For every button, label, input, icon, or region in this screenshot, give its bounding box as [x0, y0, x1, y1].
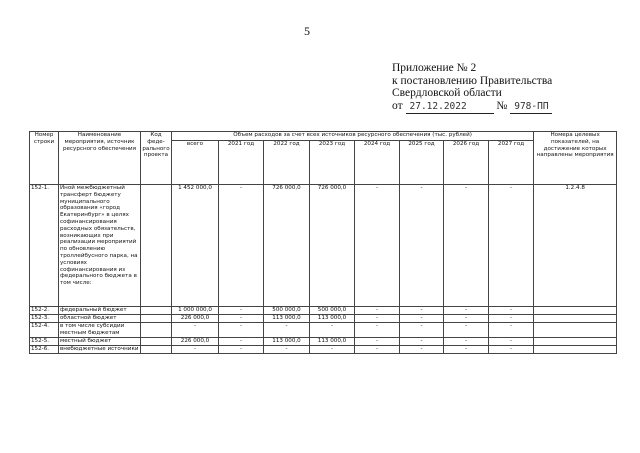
appendix-title: Приложение № 2 — [392, 62, 477, 74]
value-cell: - — [400, 185, 444, 307]
value-cell: 500 000,0 — [310, 307, 355, 315]
indicator-cell — [534, 323, 617, 338]
value-cell: 113 000,0 — [310, 315, 355, 323]
appendix-resolution-line: к постановлению Правительства — [392, 74, 553, 87]
value-cell: - — [355, 185, 400, 307]
row-number-cell: 152-5. — [30, 338, 59, 346]
indicator-cell — [534, 338, 617, 346]
row-number-cell: 152-6. — [30, 346, 59, 354]
value-cell: 500 000,0 — [264, 307, 310, 315]
value-cell: - — [219, 346, 264, 354]
value-cell: - — [444, 315, 489, 323]
header-indicators: Номера целевых показателей, на достижение которых направлены мероприятия — [534, 132, 617, 185]
table-row — [30, 338, 617, 346]
event-name-cell: в том числе субсидии местным бюджетам — [59, 323, 141, 338]
value-cell: - — [310, 346, 355, 354]
value-cell: - — [444, 338, 489, 346]
value-cell: - — [355, 346, 400, 354]
table-row — [30, 323, 617, 338]
header-col-2021: 2021 год — [219, 141, 264, 185]
value-cell: - — [489, 346, 534, 354]
appendix-date-line — [392, 100, 552, 115]
federal-code-cell — [141, 307, 172, 315]
value-cell: - — [444, 185, 489, 307]
value-cell: - — [219, 338, 264, 346]
value-cell: - — [400, 338, 444, 346]
value-cell: 113 000,0 — [264, 315, 310, 323]
header-federal-code: Код феде-рального проекта — [141, 132, 172, 185]
federal-code-cell — [141, 315, 172, 323]
value-cell: - — [355, 323, 400, 338]
value-cell: - — [400, 315, 444, 323]
date-prefix: от — [392, 99, 403, 112]
federal-code-cell — [141, 338, 172, 346]
number-field — [510, 100, 552, 115]
header-expenses-group: Объем расходов за счет всех источников ресурсного обеспечения (тыс. рублей) — [172, 132, 534, 141]
federal-code-cell — [141, 185, 172, 307]
header-col-2022: 2022 год — [264, 141, 310, 185]
value-cell: 1 000 000,0 — [172, 307, 219, 315]
value-cell: 113 000,0 — [264, 338, 310, 346]
table-body — [30, 185, 617, 354]
event-name-cell: местный бюджет — [59, 338, 141, 346]
value-cell: - — [400, 346, 444, 354]
value-cell: - — [355, 307, 400, 315]
indicator-cell: 1.2.4.8 — [534, 185, 617, 307]
value-cell: - — [400, 307, 444, 315]
indicator-cell — [534, 346, 617, 354]
federal-code-cell — [141, 323, 172, 338]
table-row — [30, 346, 617, 354]
value-cell: - — [172, 323, 219, 338]
value-cell: - — [489, 307, 534, 315]
value-cell: 726 000,0 — [310, 185, 355, 307]
date-field — [406, 100, 494, 115]
value-cell: - — [444, 323, 489, 338]
number-value: 978-ПП — [514, 100, 549, 112]
header-event-name: Наименование мероприятия, источник ресурсного обеспечения — [59, 132, 141, 185]
value-cell: - — [219, 323, 264, 338]
value-cell: - — [400, 323, 444, 338]
federal-code-cell — [141, 346, 172, 354]
page-number: 5 — [304, 24, 310, 38]
row-number-cell: 152-4. — [30, 323, 59, 338]
header-col-total: всего — [172, 141, 219, 185]
header-col-2025: 2025 год — [400, 141, 444, 185]
event-name-cell: внебюджетные источники — [59, 346, 141, 354]
indicator-cell — [534, 315, 617, 323]
event-name-cell: областной бюджет — [59, 315, 141, 323]
row-number-cell: 152-3. — [30, 315, 59, 323]
expenses-table — [29, 131, 617, 354]
value-cell: - — [172, 346, 219, 354]
table-row — [30, 185, 617, 307]
value-cell: 226 000,0 — [172, 315, 219, 323]
date-value: 27.12.2022 — [409, 100, 467, 112]
value-cell: - — [264, 346, 310, 354]
value-cell: 1 452 000,0 — [172, 185, 219, 307]
value-cell: - — [355, 338, 400, 346]
value-cell: - — [219, 185, 264, 307]
value-cell: - — [489, 185, 534, 307]
value-cell: - — [310, 323, 355, 338]
value-cell: - — [489, 323, 534, 338]
value-cell: - — [489, 315, 534, 323]
value-cell: 113 000,0 — [310, 338, 355, 346]
value-cell: 226 000,0 — [172, 338, 219, 346]
value-cell: - — [489, 338, 534, 346]
value-cell: - — [355, 315, 400, 323]
value-cell: - — [444, 346, 489, 354]
header-col-2026: 2026 год — [444, 141, 489, 185]
value-cell: - — [219, 307, 264, 315]
header-row-number: Номер строки — [30, 132, 59, 185]
value-cell: - — [444, 307, 489, 315]
appendix-header — [392, 62, 552, 114]
value-cell: 726 000,0 — [264, 185, 310, 307]
indicator-cell — [534, 307, 617, 315]
event-name-cell: Иной межбюджетный трансферт бюджету муниципального образования «город Екатеринбург» в целях софинансирования расходных обязательств, возникающих при реализации мероприятий по обновлению троллейбусного парка, на условиях софинансирования из федерального бюджета в том числе: — [59, 185, 141, 307]
value-cell: - — [219, 315, 264, 323]
table-row — [30, 315, 617, 323]
table-row — [30, 307, 617, 315]
header-col-2027: 2027 год — [489, 141, 534, 185]
number-prefix: № — [496, 99, 508, 112]
value-cell: - — [264, 323, 310, 338]
row-number-cell: 152-1. — [30, 185, 59, 307]
header-col-2023: 2023 год — [310, 141, 355, 185]
appendix-region-line: Свердловской области — [392, 87, 502, 99]
header-col-2024: 2024 год — [355, 141, 400, 185]
event-name-cell: федеральный бюджет — [59, 307, 141, 315]
row-number-cell: 152-2. — [30, 307, 59, 315]
